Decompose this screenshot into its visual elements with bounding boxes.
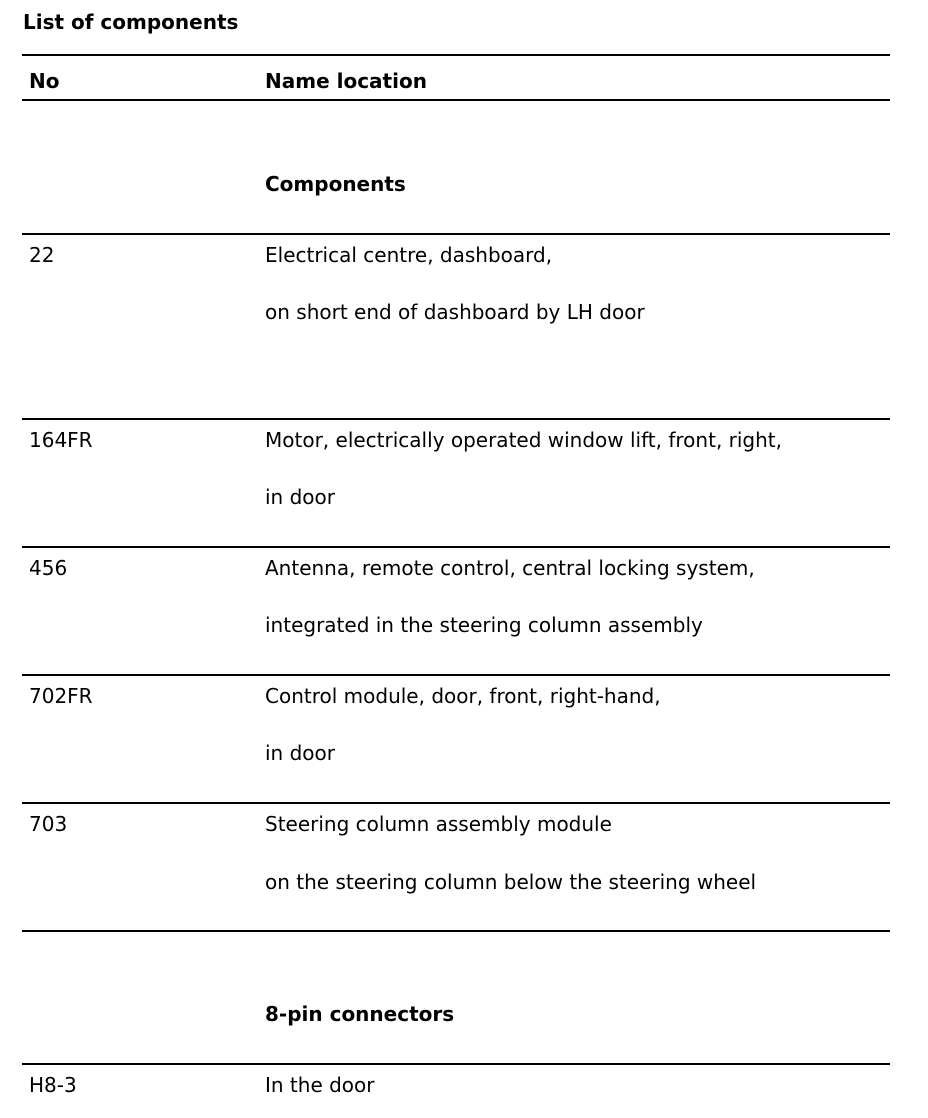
row-divider xyxy=(22,674,890,676)
component-location: on the steering column below the steering wheel xyxy=(265,870,757,894)
section-heading-8-pin-connectors: 8-pin connectors xyxy=(265,1002,455,1026)
component-name: Electrical centre, dashboard, xyxy=(265,243,553,267)
component-location: integrated in the steering column assembly xyxy=(265,613,703,637)
component-name: Motor, electrically operated window lift, front, right, xyxy=(265,428,783,452)
row-divider xyxy=(22,418,890,420)
component-number: 456 xyxy=(29,556,68,580)
component-number: 22 xyxy=(29,243,55,267)
column-header-no: No xyxy=(29,69,60,93)
row-divider xyxy=(22,233,890,235)
row-divider xyxy=(22,1063,890,1065)
component-name: Steering column assembly module xyxy=(265,812,612,836)
connector-location: In the door xyxy=(265,1073,375,1097)
component-name: Antenna, remote control, central locking system, xyxy=(265,556,755,580)
row-divider xyxy=(22,546,890,548)
header-rule xyxy=(22,99,890,101)
column-header-name-location: Name location xyxy=(265,69,427,93)
section-heading-components: Components xyxy=(265,172,406,196)
component-number: 703 xyxy=(29,812,68,836)
component-location: in door xyxy=(265,741,335,765)
component-name: Control module, door, front, right-hand, xyxy=(265,684,661,708)
component-location: in door xyxy=(265,485,335,509)
row-divider xyxy=(22,802,890,804)
component-number: 702FR xyxy=(29,684,93,708)
component-location: on short end of dashboard by LH door xyxy=(265,300,645,324)
row-divider xyxy=(22,930,890,932)
connector-number: H8-3 xyxy=(29,1073,77,1097)
table-top-rule xyxy=(22,54,890,56)
component-number: 164FR xyxy=(29,428,93,452)
page-title: List of components xyxy=(23,10,239,34)
